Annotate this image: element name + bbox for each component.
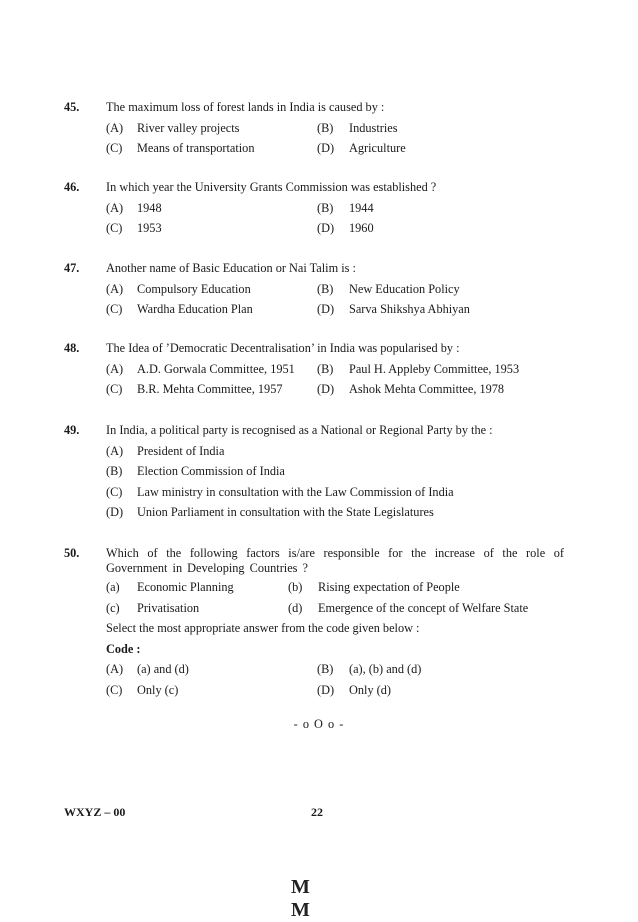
options bbox=[64, 279, 574, 320]
option-text: Ashok Mehta Committee, 1978 bbox=[349, 382, 505, 396]
question-number: 50. bbox=[64, 546, 80, 560]
question-text: The Idea of ’Democratic Decentralisation’ in India was popularised by : bbox=[106, 341, 460, 355]
option-row bbox=[64, 461, 574, 482]
footer-page-number: 22 bbox=[311, 805, 323, 819]
question-header bbox=[64, 177, 574, 198]
option-row bbox=[64, 118, 574, 139]
question-47 bbox=[64, 258, 574, 320]
option-row bbox=[64, 279, 574, 300]
option-text: Compulsory Education bbox=[137, 281, 251, 296]
question-header bbox=[64, 543, 574, 577]
option-label: (A) bbox=[106, 200, 124, 215]
question-50 bbox=[64, 543, 574, 700]
option-row bbox=[64, 359, 574, 380]
option-text: Law ministry in consultation with the Law Commission of India bbox=[137, 484, 454, 499]
option-row bbox=[64, 659, 574, 680]
statement-text: Emergence of the concept of Welfare State bbox=[318, 600, 529, 615]
question-header bbox=[64, 97, 574, 118]
end-separator: - o O o - bbox=[293, 717, 345, 731]
option-text: President of India bbox=[137, 443, 225, 458]
statement-items bbox=[64, 577, 574, 618]
option-label: (B) bbox=[317, 281, 334, 296]
options bbox=[64, 441, 574, 523]
option-text: River valley projects bbox=[137, 120, 240, 135]
option-label: (A) bbox=[106, 281, 124, 296]
statement-row bbox=[64, 577, 574, 598]
option-label: (B) bbox=[317, 662, 334, 676]
option-label: (A) bbox=[106, 120, 124, 135]
option-text: B.R. Mehta Committee, 1957 bbox=[137, 382, 283, 396]
option-text: Only (c) bbox=[137, 682, 179, 697]
option-row bbox=[64, 379, 574, 400]
option-label: (C) bbox=[106, 221, 123, 235]
option-row bbox=[64, 299, 574, 320]
option-text: (a), (b) and (d) bbox=[349, 662, 422, 676]
question-number: 49. bbox=[64, 423, 80, 437]
option-text: Wardha Education Plan bbox=[137, 302, 253, 316]
option-label: (A) bbox=[106, 361, 124, 376]
bottom-mark bbox=[291, 873, 347, 921]
options bbox=[64, 659, 574, 700]
options bbox=[64, 359, 574, 400]
statement-label: (d) bbox=[288, 600, 303, 615]
option-row bbox=[64, 482, 574, 503]
option-label: (C) bbox=[106, 484, 123, 499]
statement-text: Rising expectation of People bbox=[318, 580, 460, 594]
statement-row bbox=[64, 598, 574, 619]
option-label: (C) bbox=[106, 302, 123, 316]
option-row bbox=[64, 218, 574, 239]
option-row bbox=[64, 680, 574, 701]
option-label: (D) bbox=[317, 382, 335, 396]
option-text: 1960 bbox=[349, 221, 374, 235]
question-header bbox=[64, 338, 574, 359]
question-number: 48. bbox=[64, 341, 80, 355]
option-row bbox=[64, 138, 574, 159]
instruction-text: Select the most appropriate answer from the code given below : bbox=[106, 621, 420, 635]
question-header bbox=[64, 420, 574, 441]
option-text: Agriculture bbox=[349, 141, 406, 155]
question-header bbox=[64, 258, 574, 279]
option-text: Sarva Shikshya Abhiyan bbox=[349, 302, 470, 316]
question-45 bbox=[64, 97, 574, 159]
question-text: Which of the following factors is/are responsible for the increase of the role of Government in Developing Countries ? bbox=[106, 546, 564, 575]
option-label: (D) bbox=[317, 141, 335, 155]
option-row bbox=[64, 502, 574, 523]
option-text: 1944 bbox=[349, 200, 374, 215]
option-row bbox=[64, 441, 574, 462]
option-label: (D) bbox=[317, 221, 335, 235]
option-text: Election Commission of India bbox=[137, 464, 285, 478]
statement-text: Economic Planning bbox=[137, 580, 234, 594]
option-label: (B) bbox=[317, 200, 334, 215]
option-text: (a) and (d) bbox=[137, 662, 189, 676]
question-text: The maximum loss of forest lands in India is caused by : bbox=[106, 100, 385, 114]
option-label: (D) bbox=[317, 682, 335, 697]
option-label: (A) bbox=[106, 443, 124, 458]
question-text: In India, a political party is recognised as a National or Regional Party by the : bbox=[106, 423, 493, 437]
option-label: (C) bbox=[106, 382, 123, 396]
question-text: In which year the University Grants Commission was established ? bbox=[106, 180, 437, 194]
footer-paper-code: WXYZ – 00 bbox=[64, 805, 126, 819]
option-text: 1948 bbox=[137, 200, 162, 215]
statement-label: (c) bbox=[106, 600, 120, 615]
option-text: 1953 bbox=[137, 221, 162, 235]
question-46 bbox=[64, 177, 574, 239]
option-label: (B) bbox=[317, 361, 334, 376]
options bbox=[64, 118, 574, 159]
question-49 bbox=[64, 420, 574, 523]
option-text: Union Parliament in consultation with the State Legislatures bbox=[137, 505, 434, 519]
option-label: (B) bbox=[317, 120, 334, 135]
bottom-mark-text: M M bbox=[291, 876, 318, 921]
option-text: Means of transportation bbox=[137, 141, 255, 155]
option-label: (B) bbox=[106, 464, 123, 478]
option-text: Industries bbox=[349, 120, 398, 135]
code-label: Code : bbox=[106, 641, 141, 656]
question-number: 45. bbox=[64, 100, 80, 114]
option-label: (C) bbox=[106, 682, 123, 697]
option-text: Only (d) bbox=[349, 682, 392, 697]
question-number: 46. bbox=[64, 180, 80, 194]
code-line bbox=[64, 639, 574, 660]
statement-label: (b) bbox=[288, 580, 303, 594]
option-label: (C) bbox=[106, 141, 123, 155]
option-row bbox=[64, 198, 574, 219]
question-text: Another name of Basic Education or Nai Talim is : bbox=[106, 261, 356, 275]
option-label: (A) bbox=[106, 662, 124, 676]
option-text: New Education Policy bbox=[349, 281, 460, 296]
statement-label: (a) bbox=[106, 580, 120, 594]
statement-text: Privatisation bbox=[137, 600, 200, 615]
question-48 bbox=[64, 338, 574, 400]
instruction-line bbox=[64, 618, 574, 639]
option-label: (D) bbox=[317, 302, 335, 316]
option-label: (D) bbox=[106, 505, 124, 519]
options bbox=[64, 198, 574, 239]
option-text: A.D. Gorwala Committee, 1951 bbox=[137, 361, 295, 376]
option-text: Paul H. Appleby Committee, 1953 bbox=[349, 361, 520, 376]
question-number: 47. bbox=[64, 261, 80, 275]
